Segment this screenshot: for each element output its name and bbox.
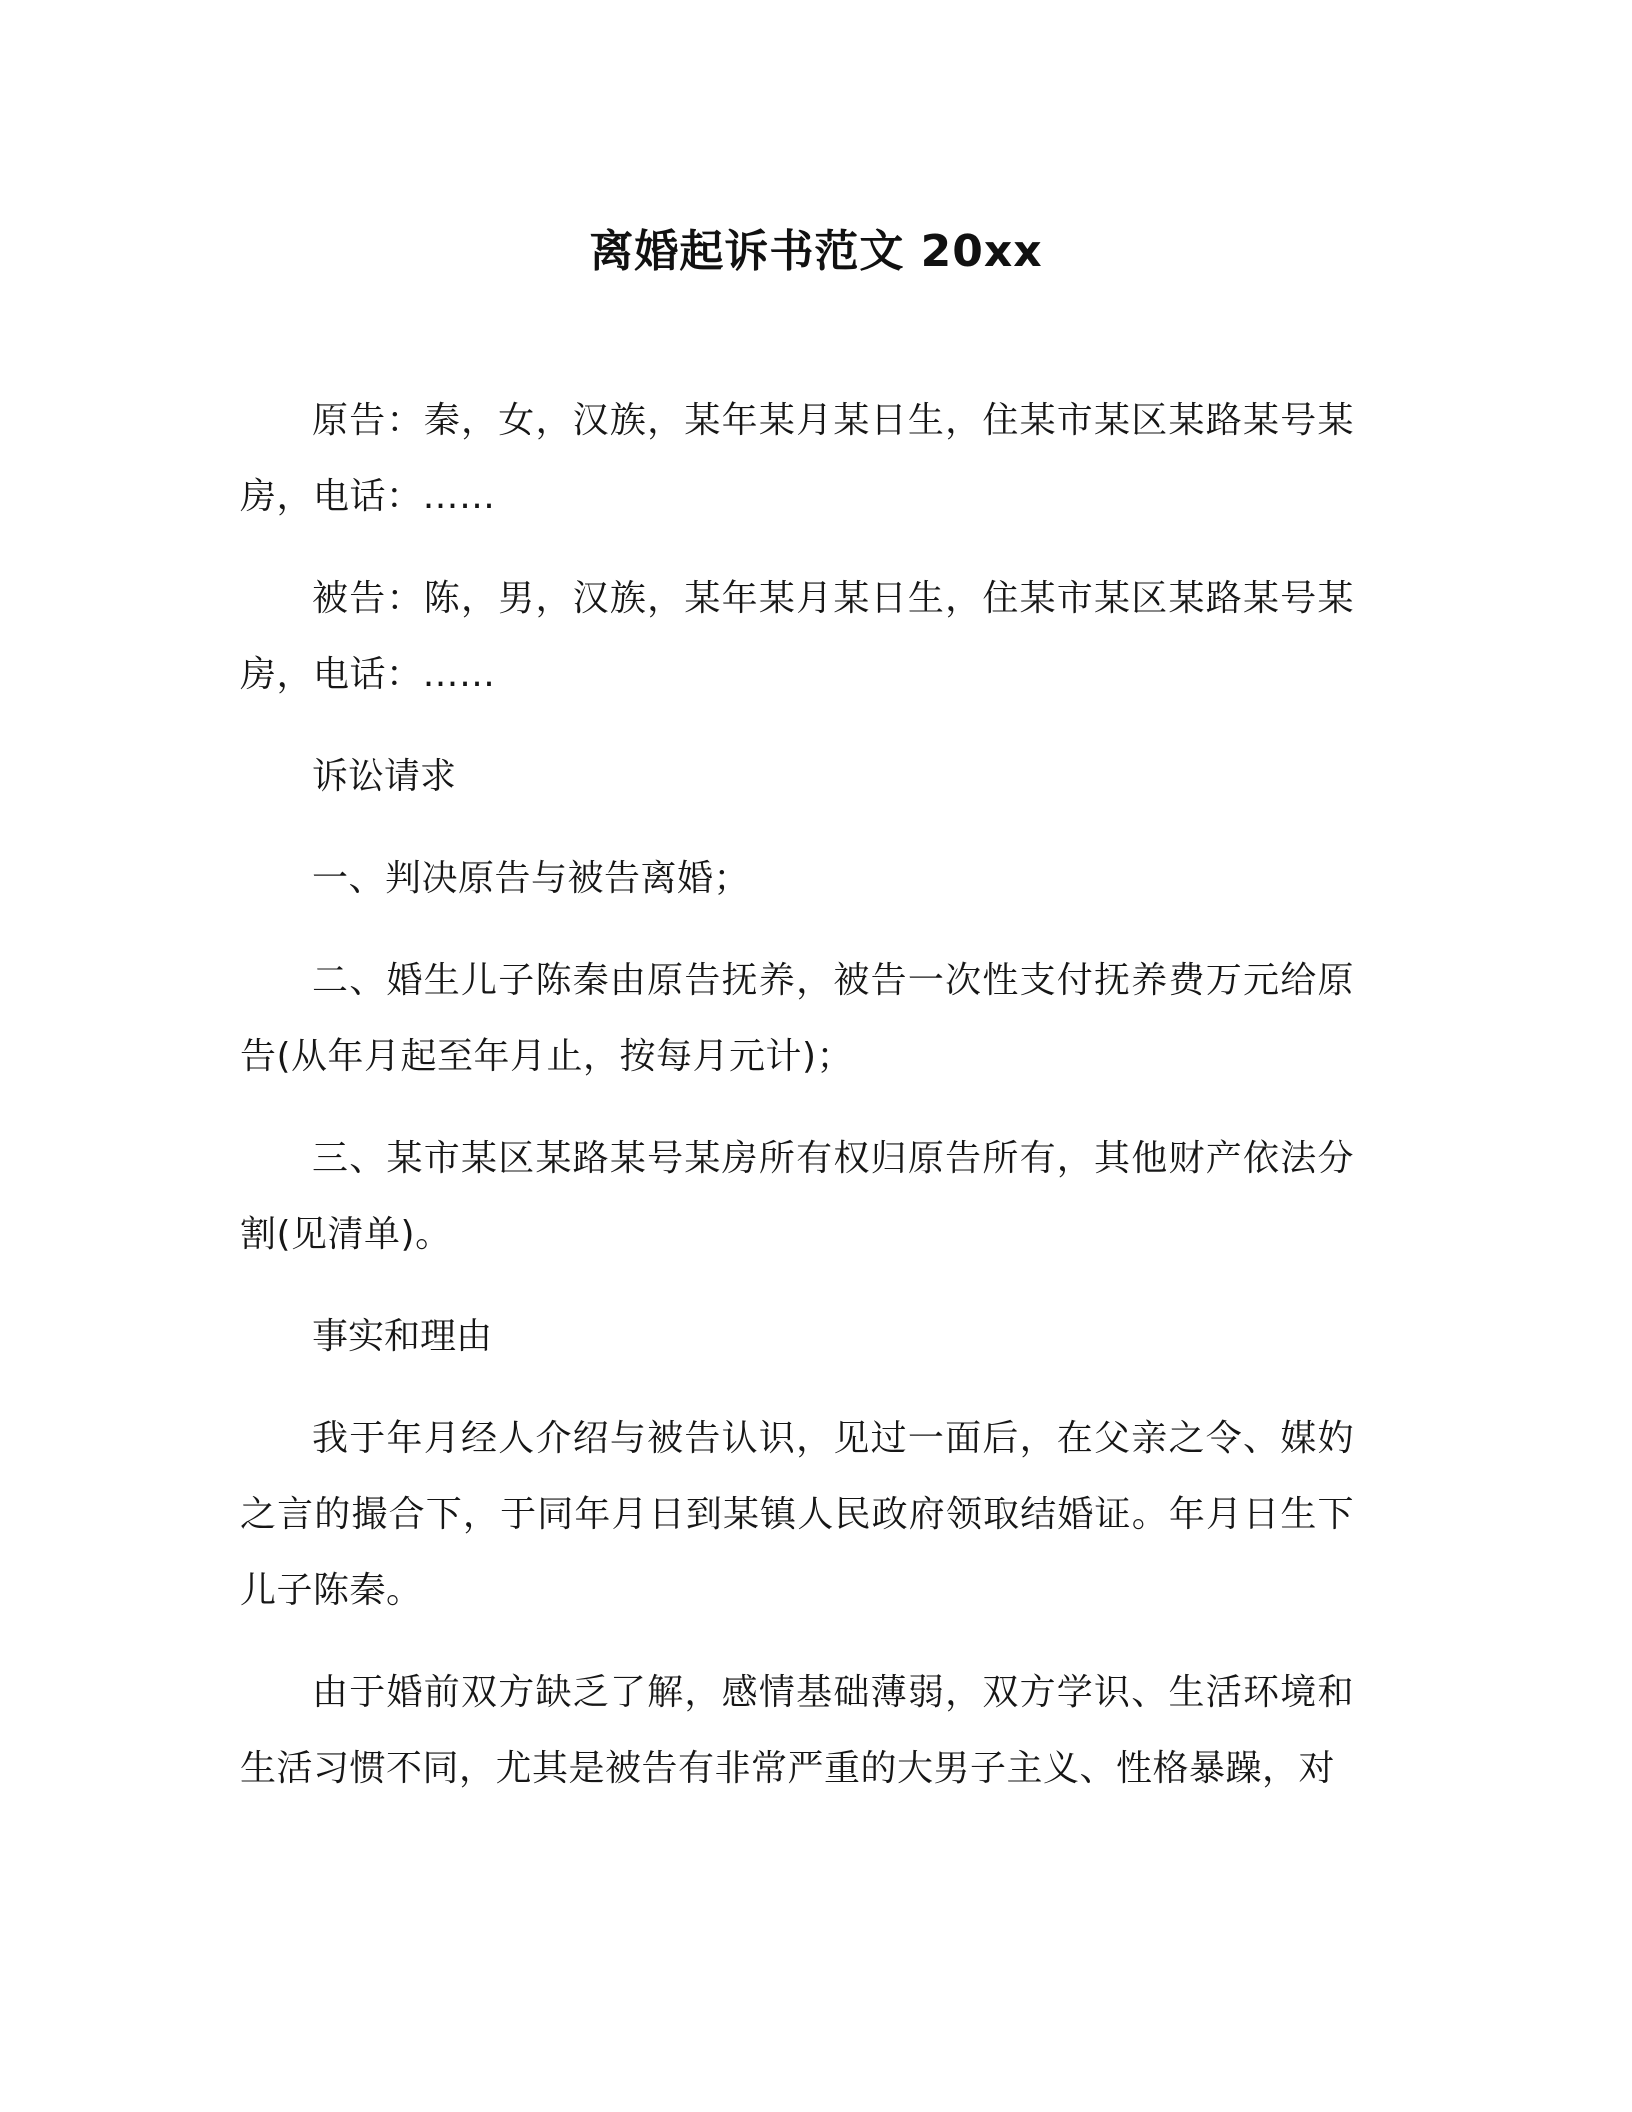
facts-paragraph-2: 由于婚前双方缺乏了解，感情基础薄弱，双方学识、生活环境和生活习惯不同，尤其是被告有非常严重的大男子主义、性格暴躁，对	[240, 1672, 1354, 1789]
plaintiff-info: 原告：秦，女，汉族，某年某月某日生，住某市某区某路某号某房，电话：……	[240, 400, 1354, 517]
claim-item-2: 二、婚生儿子陈秦由原告抚养，被告一次性支付抚养费万元给原告(从年月起至年月止，按每月元计)；	[240, 960, 1354, 1077]
facts-paragraph-1: 我于年月经人介绍与被告认识，见过一面后，在父亲之令、媒妁之言的撮合下，于同年月日到某镇人民政府领取结婚证。年月日生下儿子陈秦。	[240, 1418, 1354, 1611]
document-title: 离婚起诉书范文 20xx	[589, 226, 1043, 277]
claim-item-3: 三、某市某区某路某号某房所有权归原告所有，其他财产依法分割(见清单)。	[240, 1138, 1354, 1255]
document-body	[240, 383, 1354, 1833]
defendant-info: 被告：陈，男，汉族，某年某月某日生，住某市某区某路某号某房，电话：……	[240, 578, 1354, 695]
claim-item-1: 一、判决原告与被告离婚；	[312, 858, 751, 899]
claims-heading: 诉讼请求	[312, 756, 457, 797]
facts-heading: 事实和理由	[312, 1316, 493, 1357]
